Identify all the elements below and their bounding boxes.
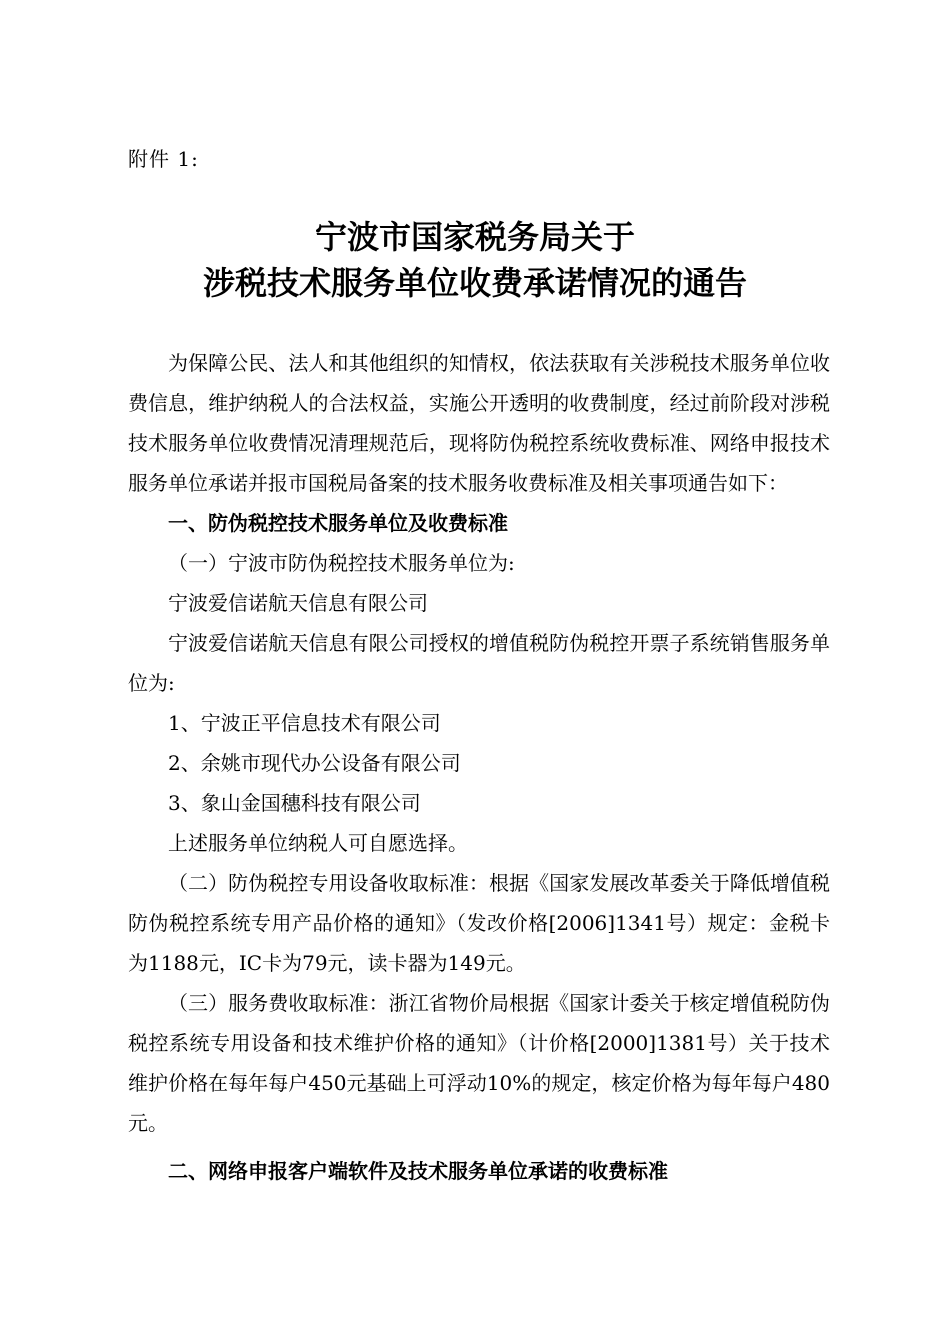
intro-paragraph: 为保障公民、法人和其他组织的知情权，依法获取有关涉税技术服务单位收费信息，维护纳税人的合法权益，实施公开透明的收费制度，经过前阶段对涉税技术服务单位收费情况清理规范后，现将防伪税控系统收费标准、网络申报技术服务单位承诺并报市国税局备案的技术服务收费标准及相关事项通告如下： bbox=[128, 351, 830, 495]
title-line-2: 涉税技术服务单位收费承诺情况的通告 bbox=[202, 264, 747, 302]
notice-body bbox=[128, 343, 830, 1191]
list-item: 2、余姚市现代办公设备有限公司 bbox=[168, 751, 461, 775]
company-name: 宁波爱信诺航天信息有限公司 bbox=[168, 591, 428, 615]
title-line-1: 宁波市国家税务局关于 bbox=[314, 218, 635, 256]
section-heading-2: 二、网络申报客户端软件及技术服务单位承诺的收费标准 bbox=[168, 1159, 668, 1183]
subsection-2: （二）防伪税控专用设备收取标准：根据《国家发展改革委关于降低增值税防伪税控系统专用产品价格的通知》（发改价格[2006]1341号）规定：金税卡为1188元，IC卡为79元，读卡器为149元。 bbox=[128, 871, 830, 975]
subsection-3: （三）服务费收取标准：浙江省物价局根据《国家计委关于核定增值税防伪税控系统专用设备和技术维护价格的通知》（计价格[2000]1381号）关于技术维护价格在每年每户450元基础上可浮动10%的规定，核定价格为每年每户480元。 bbox=[128, 991, 830, 1135]
list-item: 3、象山金国穗科技有限公司 bbox=[168, 791, 421, 815]
notice-title bbox=[0, 214, 950, 306]
subsection-1: （一）宁波市防伪税控技术服务单位为: bbox=[168, 551, 515, 575]
attachment-label: 附件 1: bbox=[128, 147, 199, 171]
list-item: 1、宁波正平信息技术有限公司 bbox=[168, 711, 441, 735]
choice-note: 上述服务单位纳税人可自愿选择。 bbox=[168, 831, 468, 855]
section-heading-1: 一、防伪税控技术服务单位及收费标准 bbox=[168, 511, 508, 535]
authorized-units-paragraph: 宁波爱信诺航天信息有限公司授权的增值税防伪税控开票子系统销售服务单位为: bbox=[128, 631, 830, 695]
